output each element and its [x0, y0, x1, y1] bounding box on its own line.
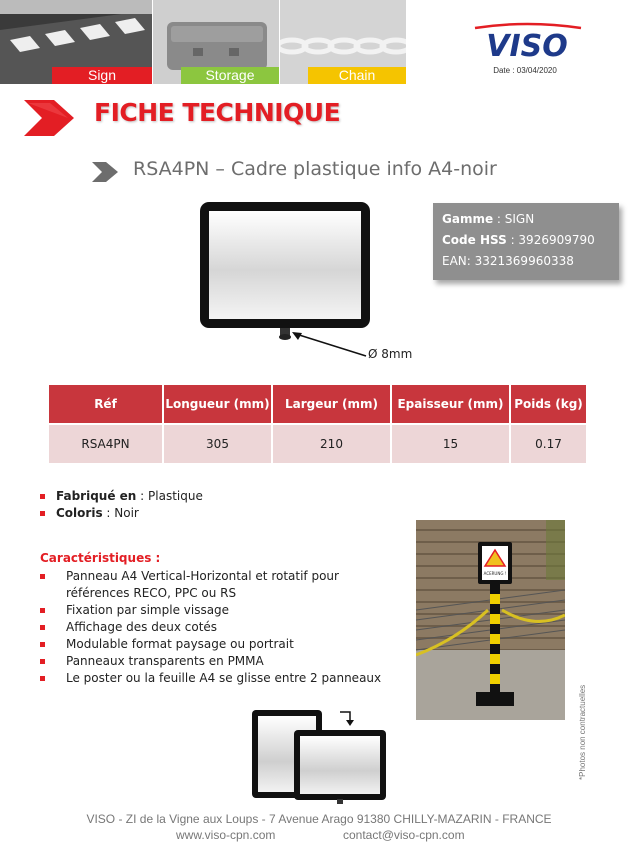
list-item: Modulable format paysage ou portrait [40, 636, 400, 653]
table-cell: 0.17 [511, 425, 586, 463]
photo-sign-text: ACERUNG ! [483, 571, 507, 576]
table-cell: 210 [273, 425, 390, 463]
tile-label-sign: Sign [52, 67, 152, 84]
table-cell: 15 [392, 425, 509, 463]
list-item: Panneaux transparents en PMMA [40, 653, 400, 670]
bullet-icon [40, 676, 45, 681]
list-item: Fabriqué en : Plastique [40, 488, 203, 505]
footer-address: VISO - ZI de la Vigne aux Loups - 7 Avenue Arago 91380 CHILLY-MAZARIN - FRANCE [86, 812, 552, 826]
list-item: Panneau A4 Vertical-Horizontal et rotatif pour références RECO, PPC ou RS [40, 568, 400, 602]
info-ean: EAN: 3321369960338 [442, 254, 574, 268]
features-list [40, 488, 203, 522]
banner-sign [0, 0, 152, 84]
caracteristiques-list [40, 568, 400, 687]
caracteristiques-title: Caractéristiques : [40, 551, 161, 565]
table-header: Largeur (mm) [273, 385, 390, 423]
assembly-illustration [250, 706, 390, 806]
product-frame-image [198, 200, 373, 342]
info-hss: Code HSS : 3926909790 [442, 233, 595, 247]
table-cell: 305 [164, 425, 271, 463]
table-header: Epaisseur (mm) [392, 385, 509, 423]
subtitle-chevron-icon [92, 162, 120, 182]
list-item: Affichage des deux cotés [40, 619, 400, 636]
logo-text: VISO [486, 29, 568, 60]
viso-logo [467, 18, 587, 60]
info-box [433, 203, 619, 280]
dimension-label: Ø 8mm [368, 347, 413, 361]
bullet-icon [40, 659, 45, 664]
bullet-icon [40, 511, 45, 516]
bullet-icon [40, 574, 45, 579]
tile-label-chain: Chain [308, 67, 406, 84]
spec-table [47, 383, 588, 465]
banner-storage [153, 0, 279, 84]
table-header: Réf [49, 385, 162, 423]
table-header: Poids (kg) [511, 385, 586, 423]
product-photo [416, 520, 565, 720]
product-subtitle: RSA4PN – Cadre plastique info A4-noir [133, 158, 497, 180]
title-chevron-icon [24, 100, 80, 136]
dimension-arrow-icon [290, 330, 370, 360]
info-gamme: Gamme : SIGN [442, 212, 535, 226]
list-item: Le poster ou la feuille A4 se glisse entre 2 panneaux [40, 670, 400, 687]
table-row [49, 425, 586, 463]
bullet-icon [40, 494, 45, 499]
table-header: Longueur (mm) [164, 385, 271, 423]
tile-label-storage: Storage [181, 67, 279, 84]
document-date: Date : 03/04/2020 [493, 66, 557, 75]
side-note: *Photos non contractuelles [578, 684, 587, 780]
bullet-icon [40, 642, 45, 647]
banner-chain [280, 0, 406, 84]
page-title: FICHE TECHNIQUE [94, 98, 341, 127]
footer-website-link[interactable]: www.viso-cpn.com [176, 828, 276, 842]
table-cell: RSA4PN [49, 425, 162, 463]
footer-email-link[interactable]: contact@viso-cpn.com [343, 828, 465, 842]
list-item: Coloris : Noir [40, 505, 203, 522]
bullet-icon [40, 625, 45, 630]
bullet-icon [40, 608, 45, 613]
list-item: Fixation par simple vissage [40, 602, 400, 619]
table-header-row [49, 385, 586, 423]
